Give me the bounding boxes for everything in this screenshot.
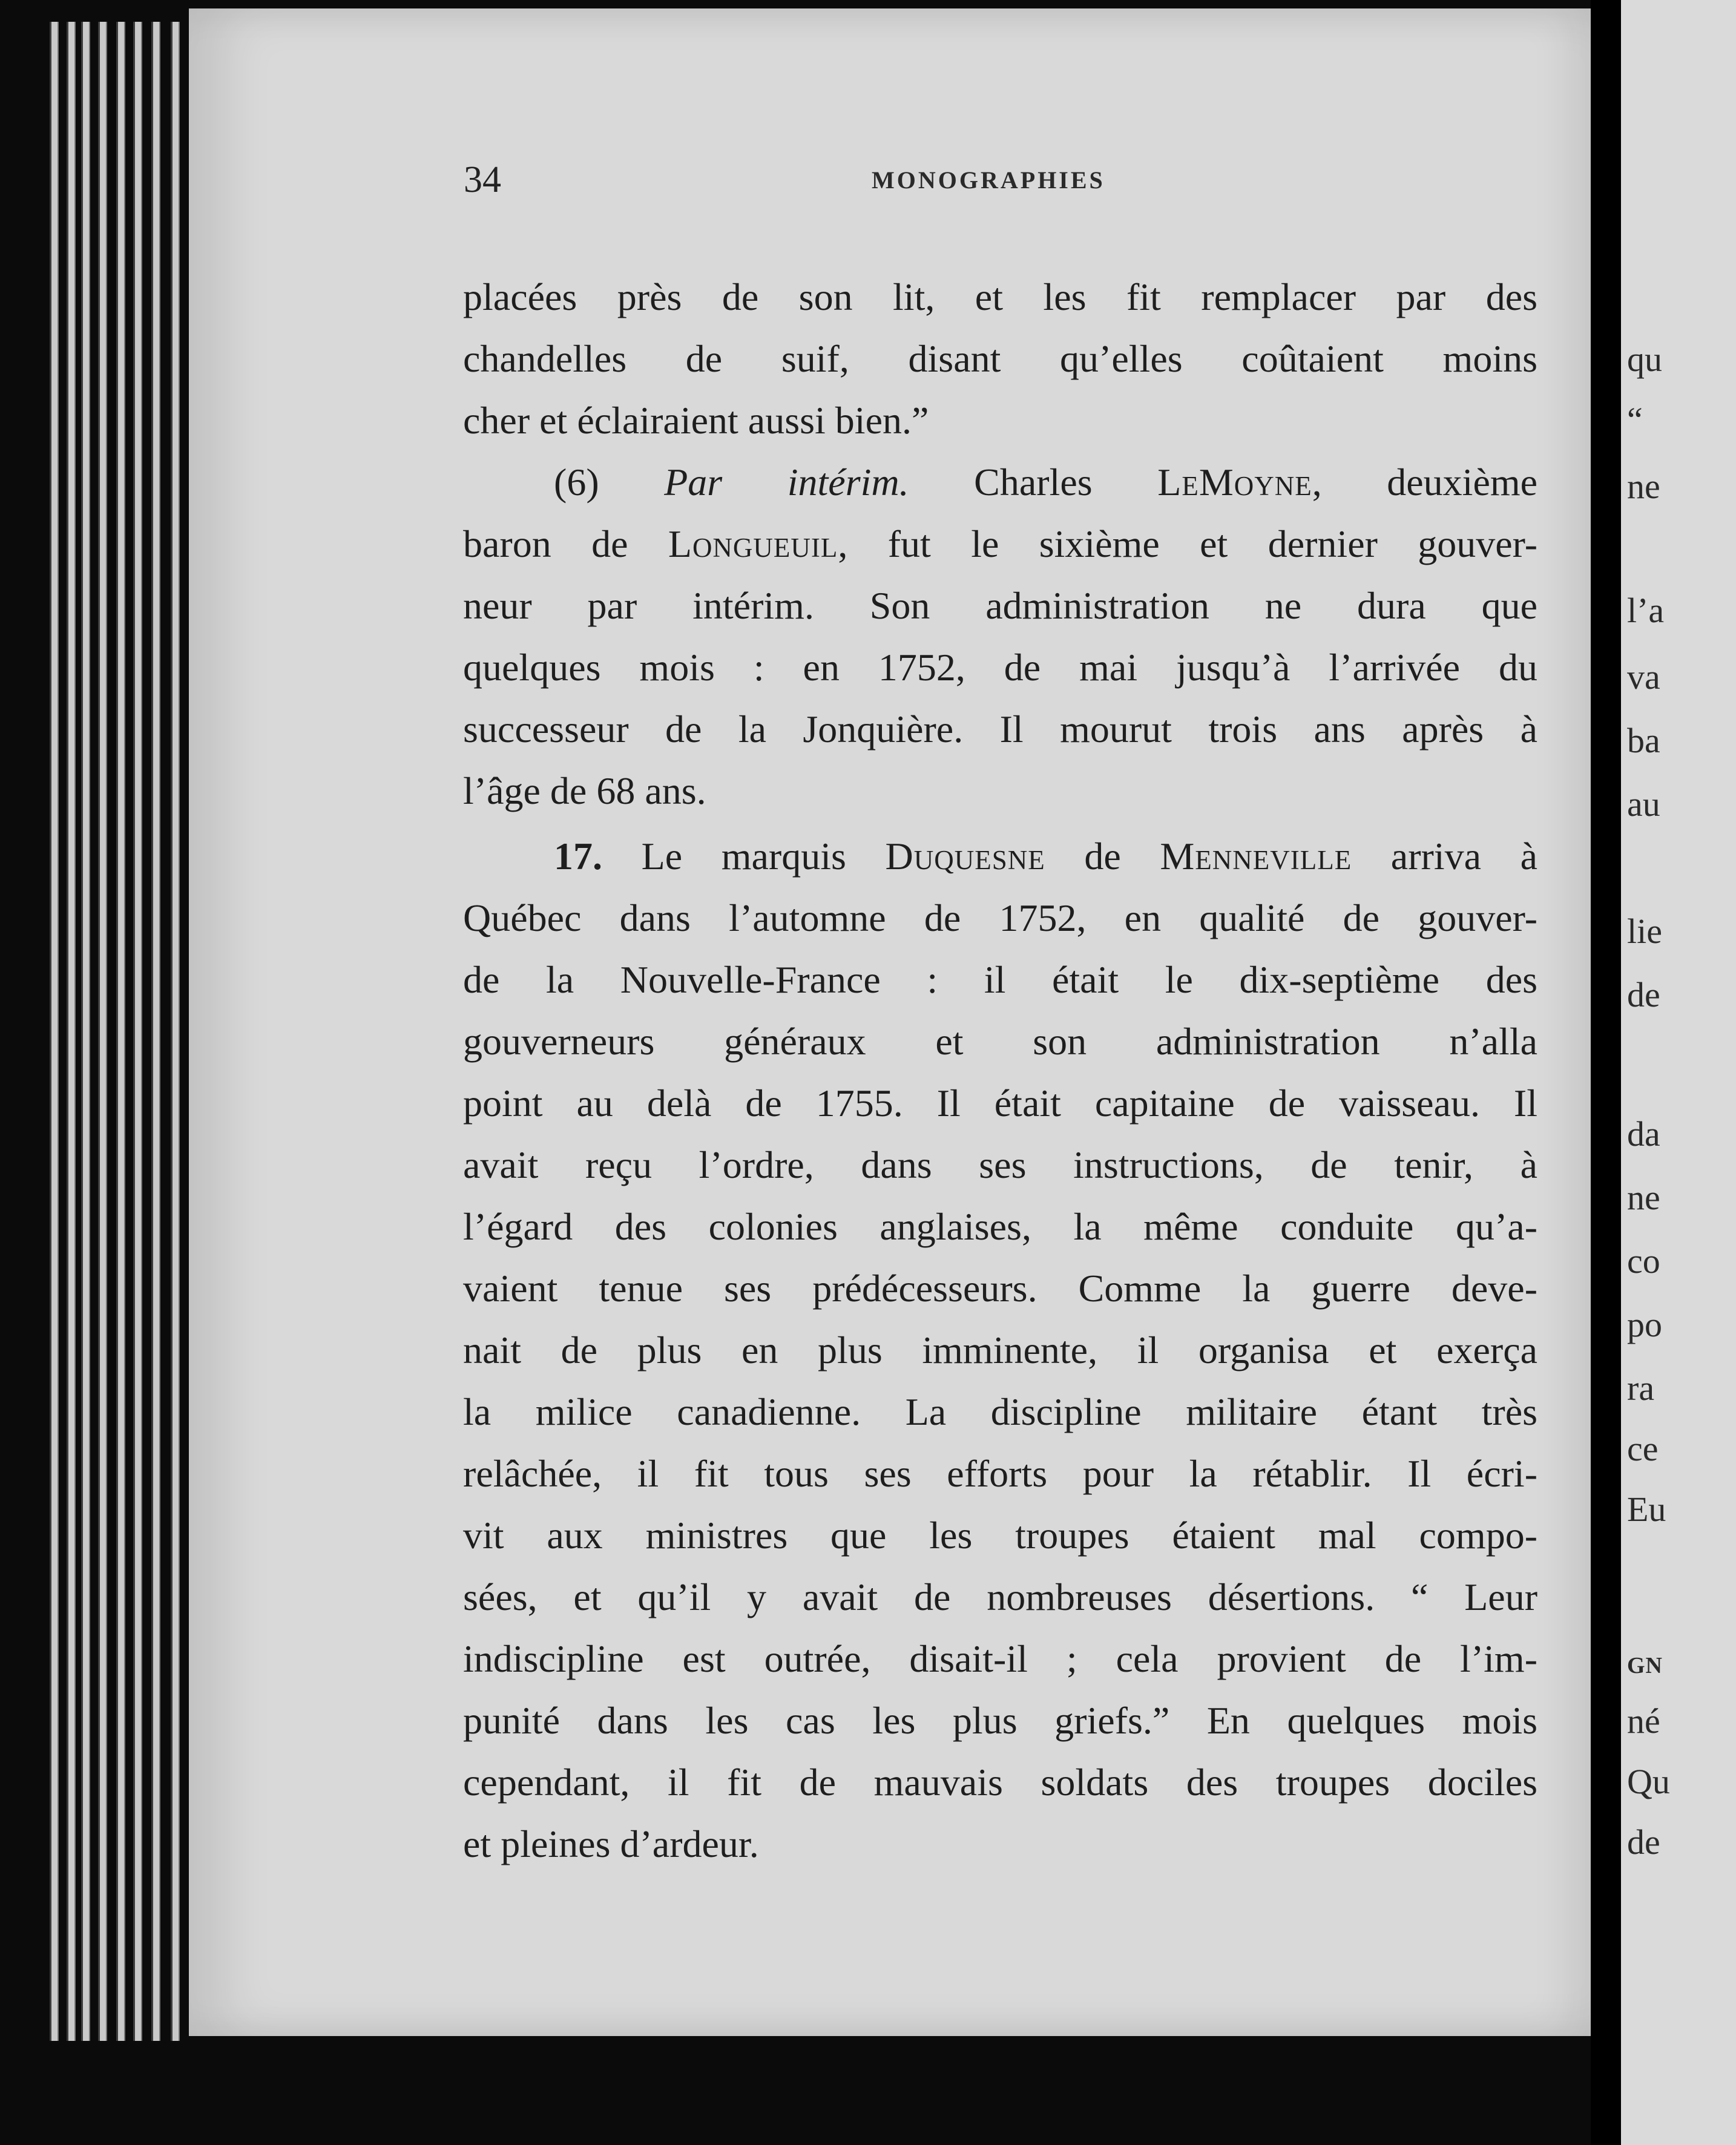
text-line: point au delà de 1755. Il était capitaine de vaisseau. Il bbox=[463, 1082, 1537, 1125]
text-line: et pleines d’ardeur. bbox=[463, 1822, 759, 1865]
text-line: nait de plus en plus imminente, il organisa et exerça bbox=[463, 1329, 1537, 1371]
facing-fragment: po bbox=[1627, 1305, 1662, 1344]
facing-fragment: va bbox=[1627, 657, 1660, 697]
facing-fragment: da bbox=[1627, 1114, 1660, 1154]
text-line: Québec dans l’automne de 1752, en qualité de gouver- bbox=[463, 896, 1537, 939]
text-line: indiscipline est outrée, disait-il ; cela provient de l’im- bbox=[463, 1637, 1537, 1680]
facing-fragment: de bbox=[1627, 975, 1660, 1014]
text-line: relâchée, il fit tous ses efforts pour la rétablir. Il écri- bbox=[463, 1452, 1537, 1495]
text-line: chandelles de suif, disant qu’elles coûtaient moins bbox=[463, 337, 1537, 380]
text-line: neur par intérim. Son administration ne dura que bbox=[463, 584, 1537, 627]
facing-fragment: au bbox=[1627, 784, 1660, 824]
facing-fragment: ce bbox=[1627, 1429, 1659, 1468]
facing-fragment: ne bbox=[1627, 1178, 1660, 1217]
facing-fragment: co bbox=[1627, 1241, 1660, 1281]
note-number: (6) bbox=[554, 461, 665, 504]
facing-page bbox=[1621, 0, 1736, 2145]
text-line: de la Nouvelle-France : il était le dix-septième des bbox=[463, 958, 1537, 1001]
text-run: arriva à bbox=[1352, 835, 1538, 878]
text-run: de bbox=[1045, 835, 1160, 878]
text-run: baron de bbox=[463, 522, 668, 565]
person-name: Menneville bbox=[1160, 835, 1352, 878]
text-line bbox=[463, 513, 1537, 575]
facing-fragment: ba bbox=[1627, 721, 1660, 760]
facing-fragment: qu bbox=[1627, 340, 1662, 379]
person-name: Duquesne bbox=[885, 835, 1045, 878]
text-run: , fut le sixième et dernier gouver- bbox=[838, 522, 1538, 565]
body-text bbox=[463, 266, 1537, 1875]
paragraph-17-first-line bbox=[463, 826, 1537, 887]
text-line: l’âge de 68 ans. bbox=[463, 769, 706, 812]
text-line: punité dans les cas les plus griefs.” En quelques mois bbox=[463, 1699, 1537, 1742]
text-line: successeur de la Jonquière. Il mourut trois ans après à bbox=[463, 708, 1537, 751]
text-line: quelques mois : en 1752, de mai jusqu’à l’arrivée du bbox=[463, 646, 1537, 689]
facing-fragment: Eu bbox=[1627, 1490, 1666, 1529]
book-gutter bbox=[1591, 0, 1621, 2145]
page-number: 34 bbox=[464, 159, 501, 200]
facing-fragment: l’a bbox=[1627, 591, 1665, 630]
text-line: placées près de son lit, et les fit remplacer par des bbox=[463, 275, 1537, 318]
note-label: Par intérim. bbox=[664, 461, 909, 504]
text-run: Charles bbox=[909, 461, 1158, 504]
text-line: gouverneurs généraux et son administration n’alla bbox=[463, 1020, 1537, 1063]
note-6-first-line bbox=[463, 452, 1537, 513]
text-line: la milice canadienne. La discipline militaire étant très bbox=[463, 1390, 1537, 1433]
text-line: l’égard des colonies anglaises, la même conduite qu’a- bbox=[463, 1205, 1537, 1248]
text-line: cependant, il fit de mauvais soldats des troupes dociles bbox=[463, 1761, 1537, 1804]
running-head: MONOGRAPHIES bbox=[872, 166, 1105, 194]
text-run: , deuxième bbox=[1312, 461, 1538, 504]
facing-fragment: GN bbox=[1627, 1653, 1663, 1678]
text-run: Le marquis bbox=[602, 835, 886, 878]
facing-fragment: ne bbox=[1627, 467, 1660, 506]
stacked-page-edges bbox=[50, 22, 189, 2041]
facing-fragment: Qu bbox=[1627, 1762, 1670, 1801]
facing-fragment: lie bbox=[1627, 912, 1662, 951]
facing-fragment: de bbox=[1627, 1822, 1660, 1862]
person-name: LeMoyne bbox=[1157, 461, 1312, 504]
text-line: vaient tenue ses prédécesseurs. Comme la guerre deve- bbox=[463, 1267, 1537, 1310]
text-line: cher et éclairaient aussi bien.” bbox=[463, 399, 929, 442]
facing-fragment: “ bbox=[1627, 400, 1643, 439]
facing-fragment: ra bbox=[1627, 1368, 1655, 1408]
paragraph-number: 17. bbox=[554, 835, 602, 878]
place-name: Longueuil bbox=[668, 522, 838, 565]
facing-fragment: né bbox=[1627, 1701, 1660, 1741]
text-line: sées, et qu’il y avait de nombreuses désertions. “ Leur bbox=[463, 1575, 1537, 1618]
text-line: vit aux ministres que les troupes étaient mal compo- bbox=[463, 1514, 1537, 1557]
text-line: avait reçu l’ordre, dans ses instructions, de tenir, à bbox=[463, 1143, 1537, 1186]
